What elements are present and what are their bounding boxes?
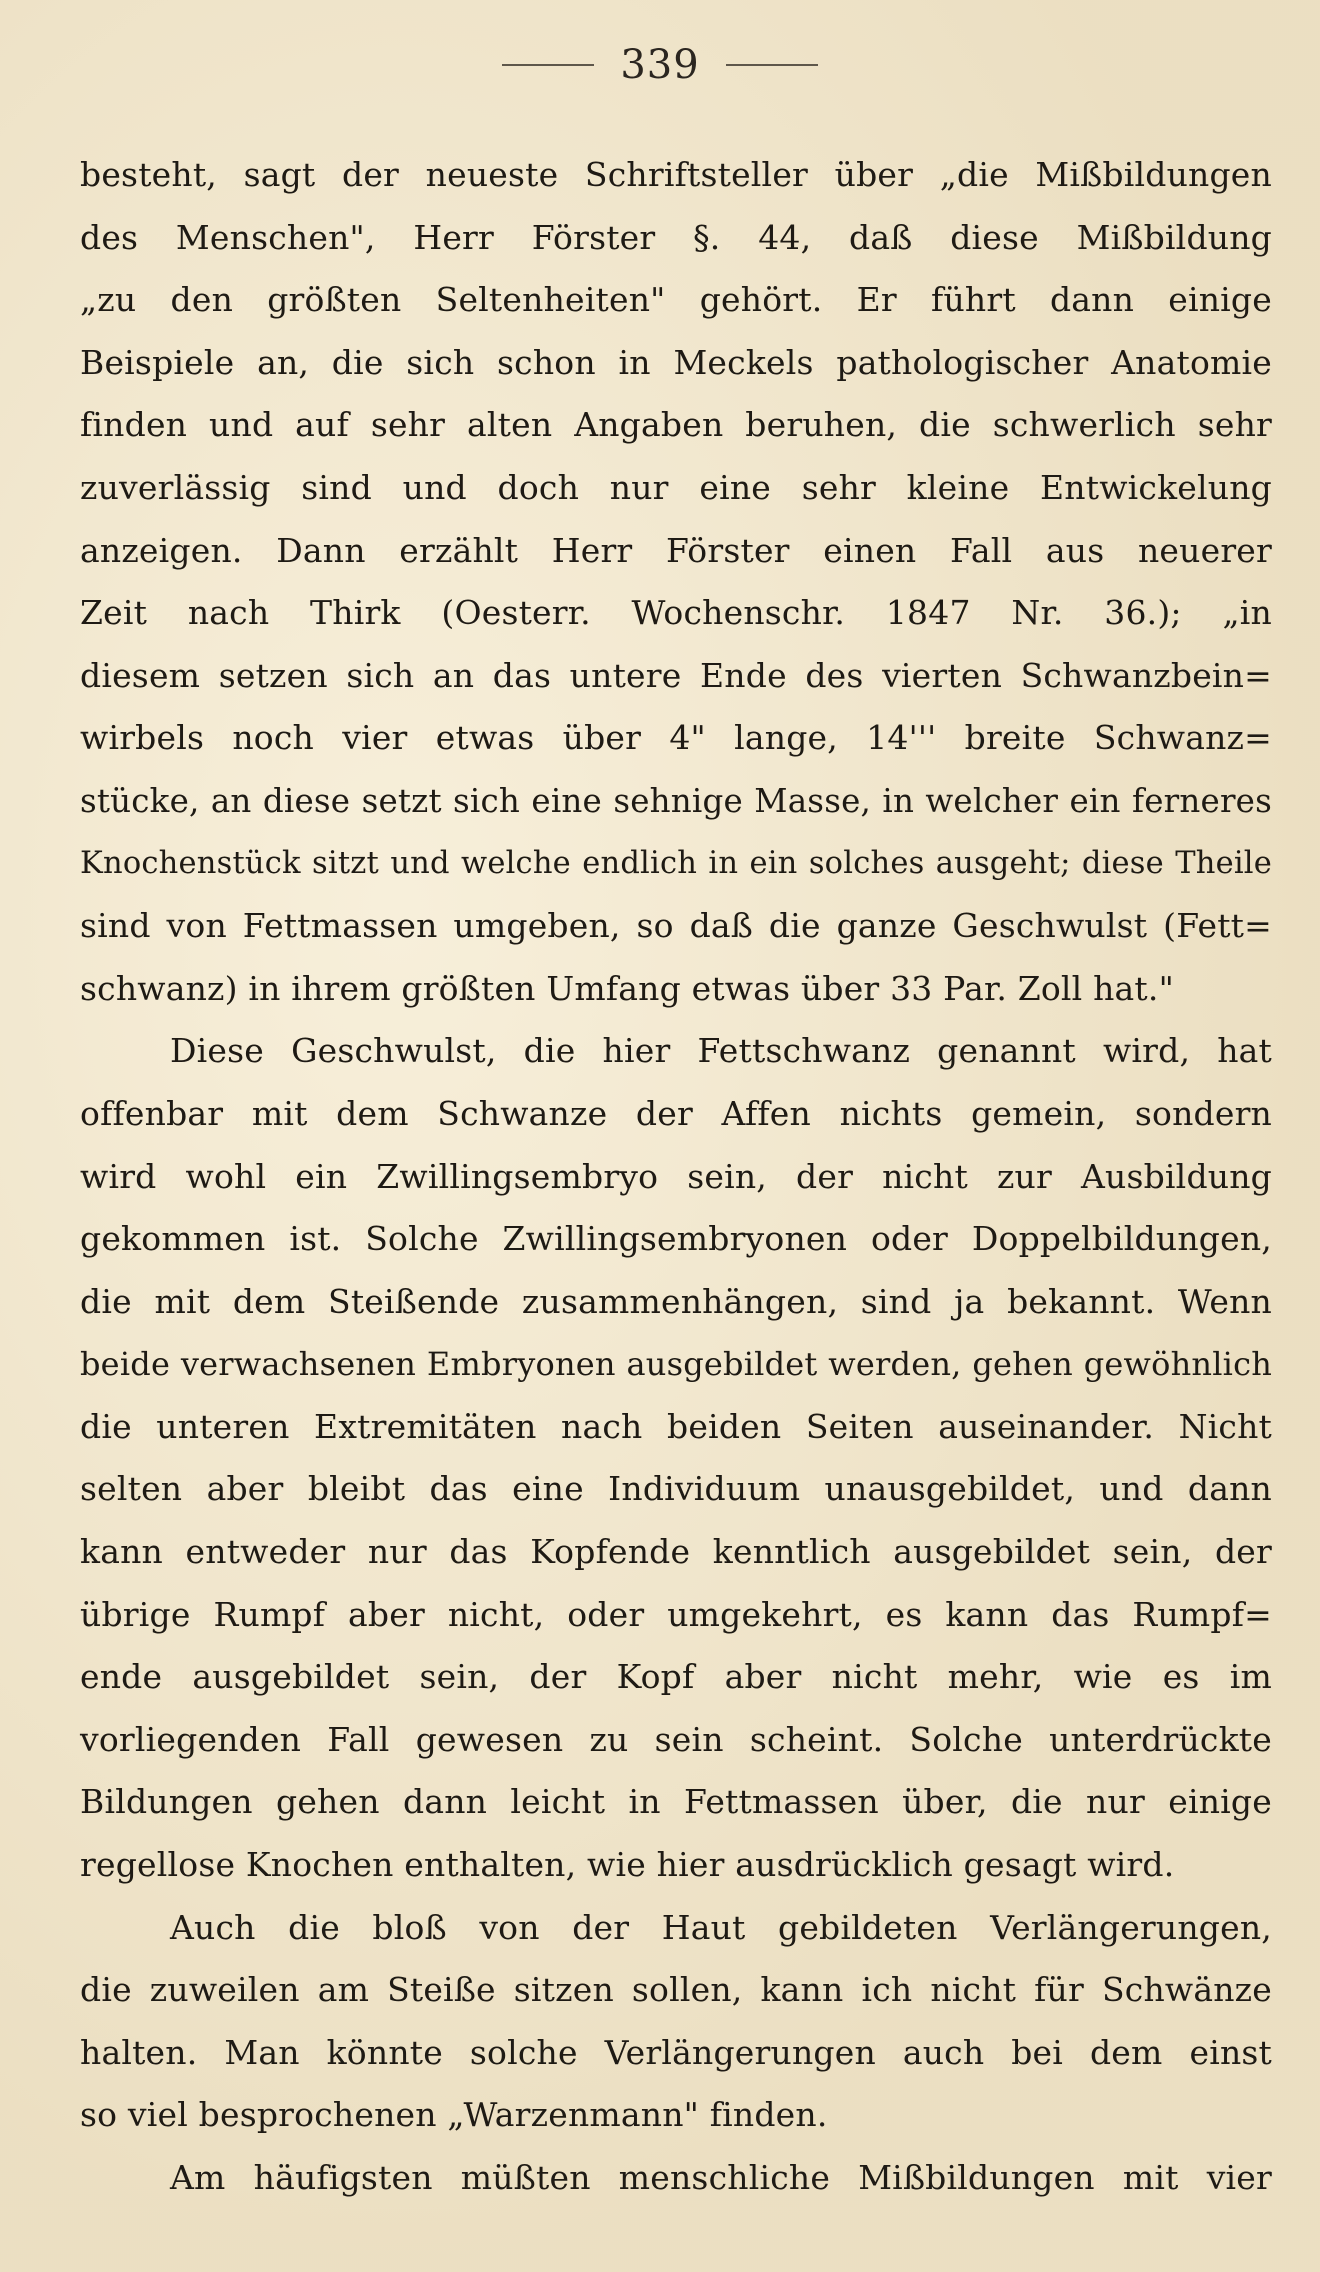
text-line: „zu den größten Seltenheiten" gehört. Er führt dann einige bbox=[80, 280, 1272, 320]
text-line: schwanz) in ihrem größten Umfang etwas über 33 Par. Zoll hat." bbox=[80, 968, 1174, 1008]
text-line: offenbar mit dem Schwanze der Affen nichts gemein, sondern bbox=[80, 1093, 1272, 1133]
text-line: besteht, sagt der neueste Schriftsteller über „die Mißbildungen bbox=[80, 155, 1272, 194]
text-line: kann entweder nur das Kopfende kenntlich ausgebildet sein, der bbox=[80, 1532, 1272, 1572]
text-line: Knochenstück sitzt und welche endlich in ein solches ausgeht; diese Theile bbox=[80, 845, 1272, 881]
text-line: beide verwachsenen Embryonen ausgebildet werden, gehen gewöhnlich bbox=[80, 1345, 1272, 1384]
text-line: diesem setzen sich an das untere Ende des vierten Schwanzbein= bbox=[80, 655, 1272, 695]
text-line: sind von Fettmassen umgeben, so daß die ganze Geschwulst (Fett= bbox=[80, 906, 1272, 946]
body-text bbox=[80, 144, 1272, 2210]
text-line: übrige Rumpf aber nicht, oder umgekehrt, es kann das Rumpf= bbox=[80, 1594, 1272, 1634]
header-rule-left bbox=[502, 64, 594, 66]
text-line: die unteren Extremitäten nach beiden Seiten auseinander. Nicht bbox=[80, 1406, 1272, 1446]
text-line: regellose Knochen enthalten, wie hier ausdrücklich gesagt wird. bbox=[80, 1845, 1175, 1885]
text-line: finden und auf sehr alten Angaben beruhen, die schwerlich sehr bbox=[80, 405, 1272, 445]
text-line: Zeit nach Thirk (Oesterr. Wochenschr. 1847 Nr. 36.); „in bbox=[80, 593, 1272, 633]
text-line: stücke, an diese setzt sich eine sehnige Masse, in welcher ein ferneres bbox=[80, 781, 1272, 820]
text-line: Diese Geschwulst, die hier Fettschwanz genannt wird, hat bbox=[170, 1031, 1272, 1071]
text-line: selten aber bleibt das eine Individuum unausgebildet, und dann bbox=[80, 1469, 1272, 1509]
text-line: Beispiele an, die sich schon in Meckels pathologischer Anatomie bbox=[80, 342, 1272, 382]
text-line: die zuweilen am Steiße sitzen sollen, kann ich nicht für Schwänze bbox=[80, 1970, 1272, 2010]
text-line: Auch die bloß von der Haut gebildeten Verlängerungen, bbox=[170, 1907, 1272, 1947]
text-line: Bildungen gehen dann leicht in Fettmassen über, die nur einige bbox=[80, 1782, 1272, 1822]
text-line: halten. Man könnte solche Verlängerungen auch bei dem einst bbox=[80, 2032, 1272, 2072]
text-line: des Menschen", Herr Förster §. 44, daß diese Mißbildung bbox=[80, 217, 1272, 257]
text-line: so viel besprochenen „Warzenmann" finden. bbox=[80, 2095, 828, 2135]
text-line: wirbels noch vier etwas über 4" lange, 14''' breite Schwanz= bbox=[80, 718, 1272, 758]
text-line: die mit dem Steißende zusammenhängen, sind ja bekannt. Wenn bbox=[80, 1281, 1272, 1321]
header-rule-right bbox=[726, 64, 818, 66]
text-line: Am häufigsten müßten menschliche Mißbildungen mit vier bbox=[170, 2158, 1272, 2197]
text-line: gekommen ist. Solche Zwillingsembryonen oder Doppelbildungen, bbox=[80, 1219, 1272, 1259]
text-line: zuverlässig sind und doch nur eine sehr kleine Entwickelung bbox=[80, 467, 1272, 507]
text-line: wird wohl ein Zwillingsembryo sein, der nicht zur Ausbildung bbox=[80, 1156, 1272, 1196]
page-header bbox=[0, 42, 1320, 88]
text-line: ende ausgebildet sein, der Kopf aber nicht mehr, wie es im bbox=[80, 1657, 1272, 1697]
text-line: vorliegenden Fall gewesen zu sein scheint. Solche unterdrückte bbox=[80, 1719, 1272, 1759]
text-line: anzeigen. Dann erzählt Herr Förster einen Fall aus neuerer bbox=[80, 530, 1272, 570]
page-number: 339 bbox=[620, 42, 700, 88]
